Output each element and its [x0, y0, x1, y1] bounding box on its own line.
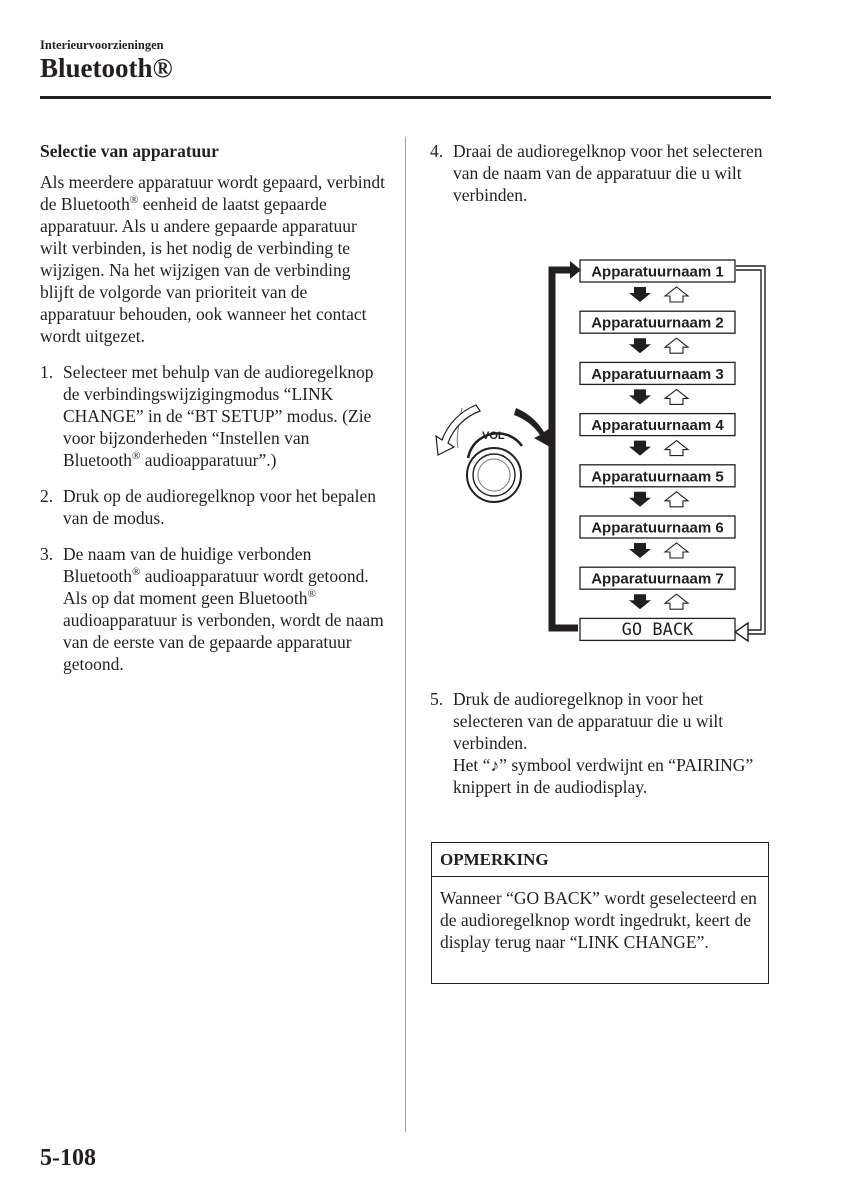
- up-arrow-icon: [665, 492, 688, 507]
- loop-bracket-left: [552, 270, 578, 628]
- right-column-top: [430, 140, 775, 220]
- step-text: Druk de audioregelknop in voor het selecteren van de apparatuur die u wilt verbinden. Het “♪” symbool verdwijnt en “PAIRING” knippert in de audiodisplay.: [453, 689, 754, 797]
- music-note-icon: ♪: [490, 755, 500, 775]
- step-text: Draai de audioregelknop voor het selecteren van de naam van de apparatuur die u wilt verbinden.: [453, 141, 763, 205]
- up-arrow-icon: [665, 287, 688, 302]
- step-number: 5.: [430, 689, 444, 709]
- step-number: 3.: [40, 544, 54, 564]
- down-arrow-icon: [629, 594, 651, 609]
- note-heading: OPMERKING: [432, 843, 768, 877]
- step-5: [430, 688, 775, 798]
- go-back-label: GO BACK: [621, 619, 694, 640]
- section-label: Interieurvoorzieningen: [40, 38, 164, 52]
- return-arrowhead-icon: [735, 623, 748, 641]
- registered-mark: ®: [132, 566, 141, 578]
- registered-mark: ®: [129, 194, 139, 206]
- right-column-bottom: [430, 688, 775, 812]
- registered-mark: ®: [132, 450, 141, 462]
- device-name-label: Apparatuurnaam 3: [591, 365, 724, 383]
- up-arrow-icon: [665, 389, 688, 404]
- device-name-label: Apparatuurnaam 7: [591, 570, 724, 588]
- down-arrow-icon: [629, 287, 651, 302]
- step-number: 2.: [40, 486, 54, 506]
- intro-paragraph: Als meerdere apparatuur wordt gepaard, verbindt de Bluetooth® eenheid de laatst gepaarde apparatuur. Als u andere gepaarde apparatuur wilt verbinden, is het nodig de verbinding te wijzigen. Na het wijzigen van de verbinding blijft de volgorde van prioriteit van de apparatuur behouden, ook wanneer het contact wordt uitgezet.: [40, 172, 385, 346]
- step-text: Selecteer met behulp van de audioregelknop de verbindingswijzigingmodus “LINK CHANGE” in de “BT SETUP” modus. (Zie voor bijzonderheden “Instellen van Bluetooth® audioapparatuur”.): [63, 362, 374, 470]
- step-1: [40, 361, 385, 471]
- device-selection-figure: [428, 258, 768, 648]
- device-list: [580, 260, 735, 640]
- device-name-label: Apparatuurnaam 4: [591, 417, 724, 435]
- section-heading: Selectie van apparatuur: [40, 141, 219, 161]
- note-text: Wanneer “GO BACK” wordt geselecteerd en de audioregelknop wordt ingedrukt, keert de display terug naar “LINK CHANGE”.: [440, 888, 757, 952]
- note-box: [431, 842, 769, 984]
- step-text: Druk op de audioregelknop voor het bepalen van de modus.: [63, 486, 376, 528]
- column-divider: [405, 137, 406, 1132]
- device-name-label: Apparatuurnaam 2: [591, 314, 724, 332]
- down-arrow-icon: [629, 492, 651, 507]
- step-2: [40, 485, 385, 529]
- up-arrow-icon: [665, 338, 688, 353]
- up-arrow-icon: [665, 594, 688, 609]
- down-arrow-icon: [629, 441, 651, 456]
- title-rule: [40, 96, 771, 99]
- up-arrow-icon: [665, 441, 688, 456]
- audio-control-knob-icon: [436, 405, 550, 502]
- registered-mark: ®: [307, 588, 316, 600]
- left-column: [40, 140, 385, 689]
- device-name-label: Apparatuurnaam 6: [591, 519, 724, 537]
- step-number: 1.: [40, 362, 54, 382]
- device-name-label: Apparatuurnaam 5: [591, 468, 724, 486]
- step-text: De naam van de huidige verbonden Bluetooth® audioapparatuur wordt getoond. Als op dat moment geen Bluetooth® audioapparatuur is verbonden, wordt de naam van de eerste van de gepaarde apparatuur getoond.: [63, 544, 384, 674]
- down-arrow-icon: [629, 389, 651, 404]
- return-bracket-right: [736, 266, 765, 634]
- step-3: [40, 543, 385, 675]
- step-number: 4.: [430, 141, 444, 161]
- step-4: [430, 140, 775, 206]
- loop-arrowhead-icon: [570, 261, 581, 279]
- device-name-label: Apparatuurnaam 1: [591, 263, 724, 281]
- down-arrow-icon: [629, 543, 651, 558]
- up-arrow-icon: [665, 543, 688, 558]
- page-title: Bluetooth®: [40, 53, 173, 83]
- page-number: 5-108: [40, 1145, 96, 1171]
- knob-label: VOL: [482, 430, 505, 442]
- down-arrow-icon: [629, 338, 651, 353]
